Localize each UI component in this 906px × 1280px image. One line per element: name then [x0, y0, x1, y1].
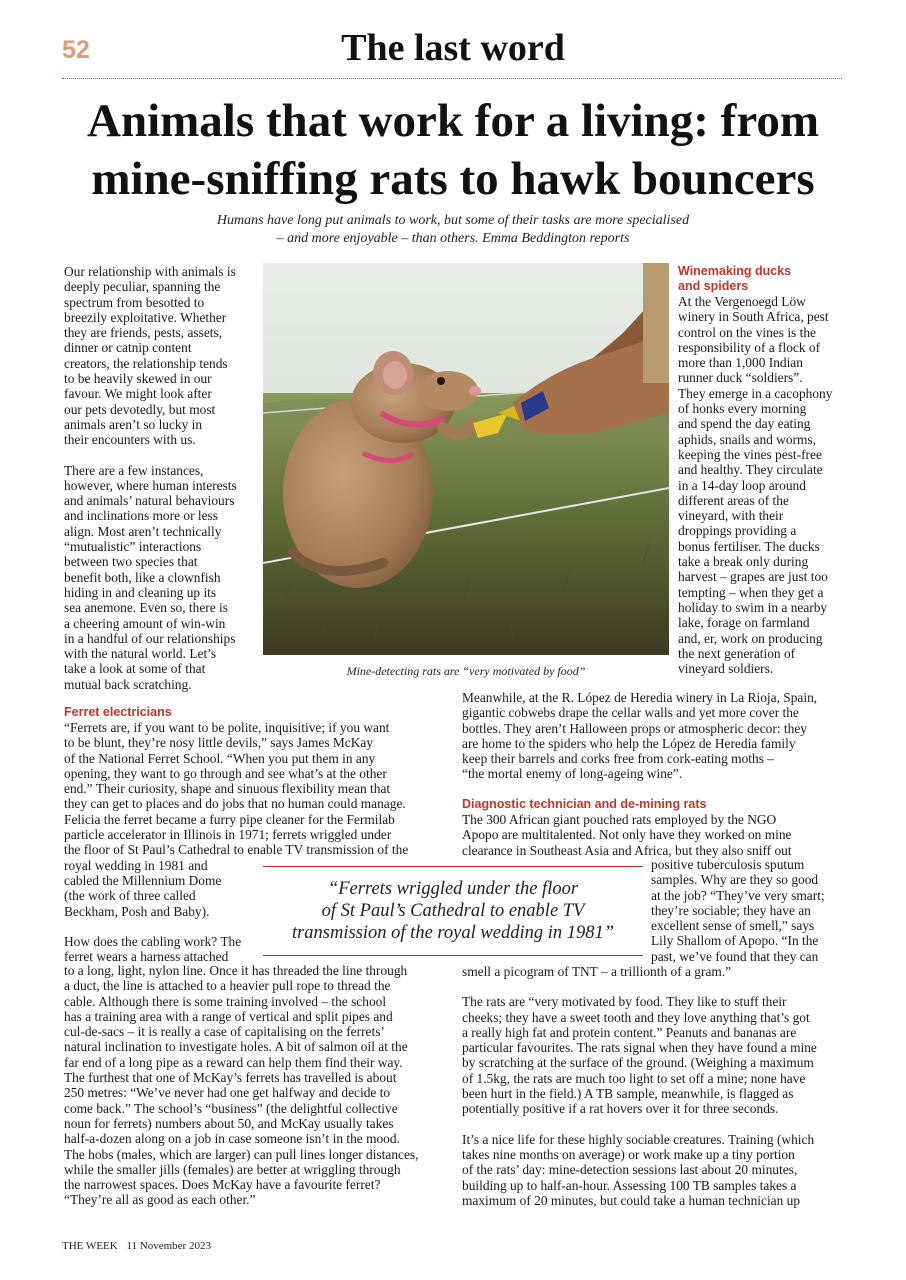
text-line: They emerge in a cacophony: [678, 385, 833, 401]
text-line: responsibility of a flock of: [678, 339, 821, 355]
rat-section-cont: [462, 964, 852, 1208]
text-line: The hobs (males, which are larger) can pull lines longer distances,: [64, 1146, 419, 1162]
text-line: at the job? “They’ve very smart;: [651, 887, 825, 903]
section-title: The last word: [341, 27, 565, 69]
text-line: Apopo are multitalented. Not only have they worked on mine: [462, 827, 792, 843]
text-line: How does the cabling work? The: [64, 933, 242, 949]
footer-publication: THE WEEK: [62, 1240, 118, 1252]
text-line: particle accelerator in Illinois in 1971; ferrets wriggled under: [64, 827, 392, 843]
text-line: more than 1,000 Indian: [678, 355, 803, 371]
text-line: and inclinations more or less: [64, 508, 218, 524]
ferret-paragraph-2-cont: [64, 963, 449, 1208]
text-line: spectrum from besotted to: [64, 294, 205, 310]
text-line: samples. Why are they so good: [651, 872, 819, 888]
text-line: holiday to swim in a nearby: [678, 599, 828, 615]
text-line: lake, forage on farmland: [678, 615, 810, 631]
text-line: come back.” The school’s “business” (the delightful collective: [64, 1100, 398, 1116]
text-line: benefit both, like a clownfish: [64, 569, 221, 585]
text-line: “the mortal enemy of long-ageing wine”.: [462, 766, 683, 782]
text-line: to be blunt, they’re nosy little devils,” says James McKay: [64, 735, 374, 751]
text-line: been hurt in the field.) A TB sample, meanwhile, is flagged as: [462, 1086, 794, 1102]
page-number: 52: [62, 36, 90, 64]
ferret-paragraph-1: [64, 720, 449, 858]
text-line: far end of a long pipe as a reward can help them find their way.: [64, 1054, 403, 1070]
text-line: align. Most aren’t technically: [64, 523, 222, 539]
photo-caption: Mine-detecting rats are “very motivated by food”: [346, 664, 586, 678]
text-line: Lily Shallom of Apopo. “In the: [651, 933, 819, 949]
text-line: sea anemone. Even so, there is: [64, 600, 228, 616]
text-line: their encounters with us.: [64, 432, 196, 448]
header-divider: [62, 78, 842, 79]
text-line: a duct, the line is attached to a heavier pull rope to thread the: [64, 978, 391, 994]
text-line: ferret wears a harness attached: [64, 949, 229, 965]
spider-section: [462, 690, 852, 782]
text-line: deeply peculiar, spanning the: [64, 279, 221, 295]
standfirst: [150, 212, 756, 248]
text-line: the next generation of: [678, 645, 796, 661]
text-line: There are a few instances,: [64, 462, 204, 478]
text-line: harvest – grapes are just too: [678, 569, 828, 585]
headline-line-1: Animals that work for a living: from: [87, 95, 819, 147]
text-line: cable. Although there is some training involved – the school: [64, 993, 387, 1009]
text-line: control on the vines is the: [678, 324, 816, 340]
text-line: different areas of the: [678, 492, 789, 508]
text-line: potentially positive if a rat hovers over it for three seconds.: [462, 1101, 779, 1117]
text-line: cheeks; they have a sweet tooth and they love anything that’s got: [462, 1009, 810, 1025]
rat-paragraph-1-end: [462, 964, 852, 979]
pull-quote-line-3: transmission of the royal wedding in 1981”: [291, 923, 615, 943]
pull-quote: [263, 866, 643, 956]
text-line: and spend the day eating: [678, 416, 811, 432]
text-line: droppings providing a: [678, 523, 797, 539]
text-line: keep their barrels and corks free from cork-eating moths –: [462, 751, 774, 767]
text-line: (the work of three called: [64, 888, 196, 904]
pull-quote-line-1: “Ferrets wriggled under the floor: [327, 879, 579, 899]
spider-paragraph: [462, 690, 852, 782]
text-line: tempting – when they get a: [678, 584, 824, 600]
text-line: has a training area with a range of vertical and split pipes and: [64, 1008, 393, 1024]
text-line: The 300 African giant pouched rats employed by the NGO: [462, 812, 777, 827]
text-line: cul-de-sacs – it is really a case of capitalising on the ferrets’: [64, 1024, 385, 1040]
text-line: takes nine months on average) or work make up a tiny portion: [462, 1146, 795, 1162]
text-line: bonus fertiliser. The ducks: [678, 538, 820, 554]
text-line: natural inclination to investigate holes. A bit of salmon oil at the: [64, 1039, 408, 1055]
text-line: runner duck “soldiers”.: [678, 370, 803, 386]
text-line: vineyard soldiers.: [678, 661, 774, 677]
text-line: to be heavily skewed in our: [64, 371, 212, 387]
text-line: take a look at some of that: [64, 661, 206, 677]
text-line: Our relationship with animals is: [64, 264, 236, 279]
text-line: Beckham, Posh and Baby).: [64, 903, 210, 919]
text-line: creators, the relationship tends: [64, 355, 228, 371]
standfirst-line-2: – and more enjoyable – than others. Emma Beddington reports: [276, 231, 630, 246]
text-line: they can get to places and do jobs that no human could manage.: [64, 796, 406, 812]
text-line: particular favourites. The rats signal when they have found a mine: [462, 1040, 817, 1056]
text-line: end.” Their curiosity, shape and sinuous flexibility mean that: [64, 781, 391, 797]
text-line: in a handful of our relationships: [64, 630, 236, 646]
text-line: At the Vergenoegd Löw: [678, 294, 806, 309]
rat-section-narrow: [651, 857, 856, 964]
text-line: winery in South Africa, pest: [678, 309, 829, 325]
text-line: vineyard, with their: [678, 508, 784, 524]
headline: [40, 92, 866, 208]
pull-quote-line-2: of St Paul’s Cathedral to enable TV: [321, 901, 585, 921]
rat-photo-illustration: [263, 263, 669, 655]
text-line: “They’re all as good as each other.”: [64, 1192, 256, 1208]
rat-paragraph-3: [462, 1132, 852, 1208]
text-line: past, we’ve found that they can: [651, 948, 819, 964]
text-line: a really high fat and protein content.” Peanuts and bananas are: [462, 1024, 797, 1040]
duck-subhead-line-1: Winemaking ducks: [678, 264, 792, 278]
intro-paragraph-2: [64, 463, 260, 692]
text-line: take a break only during: [678, 554, 809, 570]
duck-column: [678, 264, 854, 676]
text-line: animals aren’t so lucky in: [64, 416, 203, 432]
text-line: The furthest that one of McKay’s ferrets has travelled is about: [64, 1070, 397, 1086]
rat-paragraph-1-narrow: [651, 857, 856, 964]
text-line: 250 metres: “We’ve never had one get halfway and decide to: [64, 1085, 391, 1101]
text-line: dinner or catnip content: [64, 340, 192, 356]
text-line: to a long, light, nylon line. Once it has threaded the line through: [64, 963, 408, 978]
text-line: Meanwhile, at the R. López de Heredia winery in La Rioja, Spain,: [462, 690, 818, 705]
text-line: “mutualistic” interactions: [64, 539, 202, 555]
text-line: noun for ferrets) numbers about 50, and McKay usually takes: [64, 1115, 394, 1131]
text-line: mutual back scratching.: [64, 676, 192, 692]
intro-column: [64, 264, 260, 692]
duck-subhead-line-2: and spiders: [678, 279, 749, 293]
text-line: positive tuberculosis sputum: [651, 857, 805, 872]
text-line: aphids, snails and worms,: [678, 431, 816, 447]
duck-paragraph: [678, 294, 854, 676]
text-line: hiding in and cleaning up its: [64, 584, 217, 600]
text-line: clearance in Southeast Asia and Africa, but they also sniff out: [462, 842, 792, 858]
text-line: in a 14-day loop around: [678, 477, 806, 493]
text-line: and animals’ natural behaviours: [64, 493, 235, 509]
text-line: of the rats’ day: mine-detection sessions last about 20 minutes,: [462, 1162, 798, 1178]
text-line: the narrowest spaces. Does McKay have a favourite ferret?: [64, 1177, 381, 1193]
rat-paragraph-2: [462, 994, 852, 1116]
duck-subhead: [678, 264, 854, 294]
text-line: are home to the spiders who help the López de Heredia family: [462, 735, 796, 751]
footer-date: 11 November 2023: [126, 1240, 211, 1252]
text-line: between two species that: [64, 554, 198, 570]
text-line: however, where human interests: [64, 477, 237, 493]
text-line: Felicia the ferret became a furry pipe cleaner for the Fermilab: [64, 811, 395, 827]
text-line: they’re sociable; they have an: [651, 902, 811, 918]
ferret-section-cont: [64, 963, 449, 1208]
text-line: a cheering amount of win-win: [64, 615, 226, 631]
text-line: cabled the Millennium Dome: [64, 872, 222, 888]
text-line: the floor of St Paul’s Cathedral to enable TV transmission of the: [64, 842, 409, 858]
text-line: excellent sense of smell,” says: [651, 918, 815, 934]
text-line: royal wedding in 1981 and: [64, 857, 208, 873]
text-line: smell a picogram of TNT – a trillionth of a gram.”: [462, 964, 732, 979]
text-line: keeping the vines pest-free: [678, 446, 822, 462]
text-line: breezily exploitative. Whether: [64, 309, 227, 325]
text-line: our pets devotedly, but most: [64, 401, 216, 417]
headline-line-2: mine-sniffing rats to hawk bouncers: [91, 153, 815, 205]
text-line: of honks every morning: [678, 401, 807, 417]
rat-subhead: Diagnostic technician and de-mining rats: [462, 797, 707, 811]
text-line: bottles. They aren’t Halloween props or atmospheric decor: they: [462, 720, 807, 736]
text-line: by scratching at the surface of the ground. (Weighing a maximum: [462, 1055, 814, 1071]
text-line: opening, they want to go through and see what’s at the other: [64, 765, 387, 781]
text-line: with the natural world. Let’s: [64, 646, 217, 662]
text-line: of the National Ferret School. “When you put them in any: [64, 750, 376, 766]
text-line: It’s a nice life for these highly sociable creatures. Training (which: [462, 1131, 815, 1147]
text-line: favour. We might look after: [64, 386, 212, 402]
text-line: and healthy. They circulate: [678, 462, 823, 478]
footer: [62, 1240, 211, 1252]
text-line: “Ferrets are, if you want to be polite, inquisitive; if you want: [64, 720, 390, 735]
rat-photo: [263, 263, 669, 655]
text-line: of 1.5kg, the rats are much too light to set off a mine; none have: [462, 1070, 806, 1086]
rat-section: [462, 797, 852, 858]
rat-paragraph-1: [462, 812, 852, 858]
text-line: they are friends, pests, assets,: [64, 325, 223, 341]
text-line: building up to half-an-hour. Assessing 100 TB samples takes a: [462, 1177, 797, 1193]
text-line: and, er, work on producing: [678, 630, 823, 646]
text-line: maximum of 20 minutes, but could take a human technician up: [462, 1192, 801, 1208]
standfirst-line-1: Humans have long put animals to work, but some of their tasks are more specialised: [216, 213, 690, 228]
text-line: The rats are “very motivated by food. They like to stuff their: [462, 994, 787, 1010]
text-line: while the smaller jills (females) are better at wriggling through: [64, 1161, 401, 1177]
ferret-subhead: Ferret electricians: [64, 705, 172, 719]
text-line: half-a-dozen along on a job in case someone isn’t in the mood.: [64, 1131, 400, 1147]
intro-paragraph-1: [64, 264, 260, 448]
text-line: gigantic cobwebs drape the cellar walls and yet more cover the: [462, 705, 799, 721]
